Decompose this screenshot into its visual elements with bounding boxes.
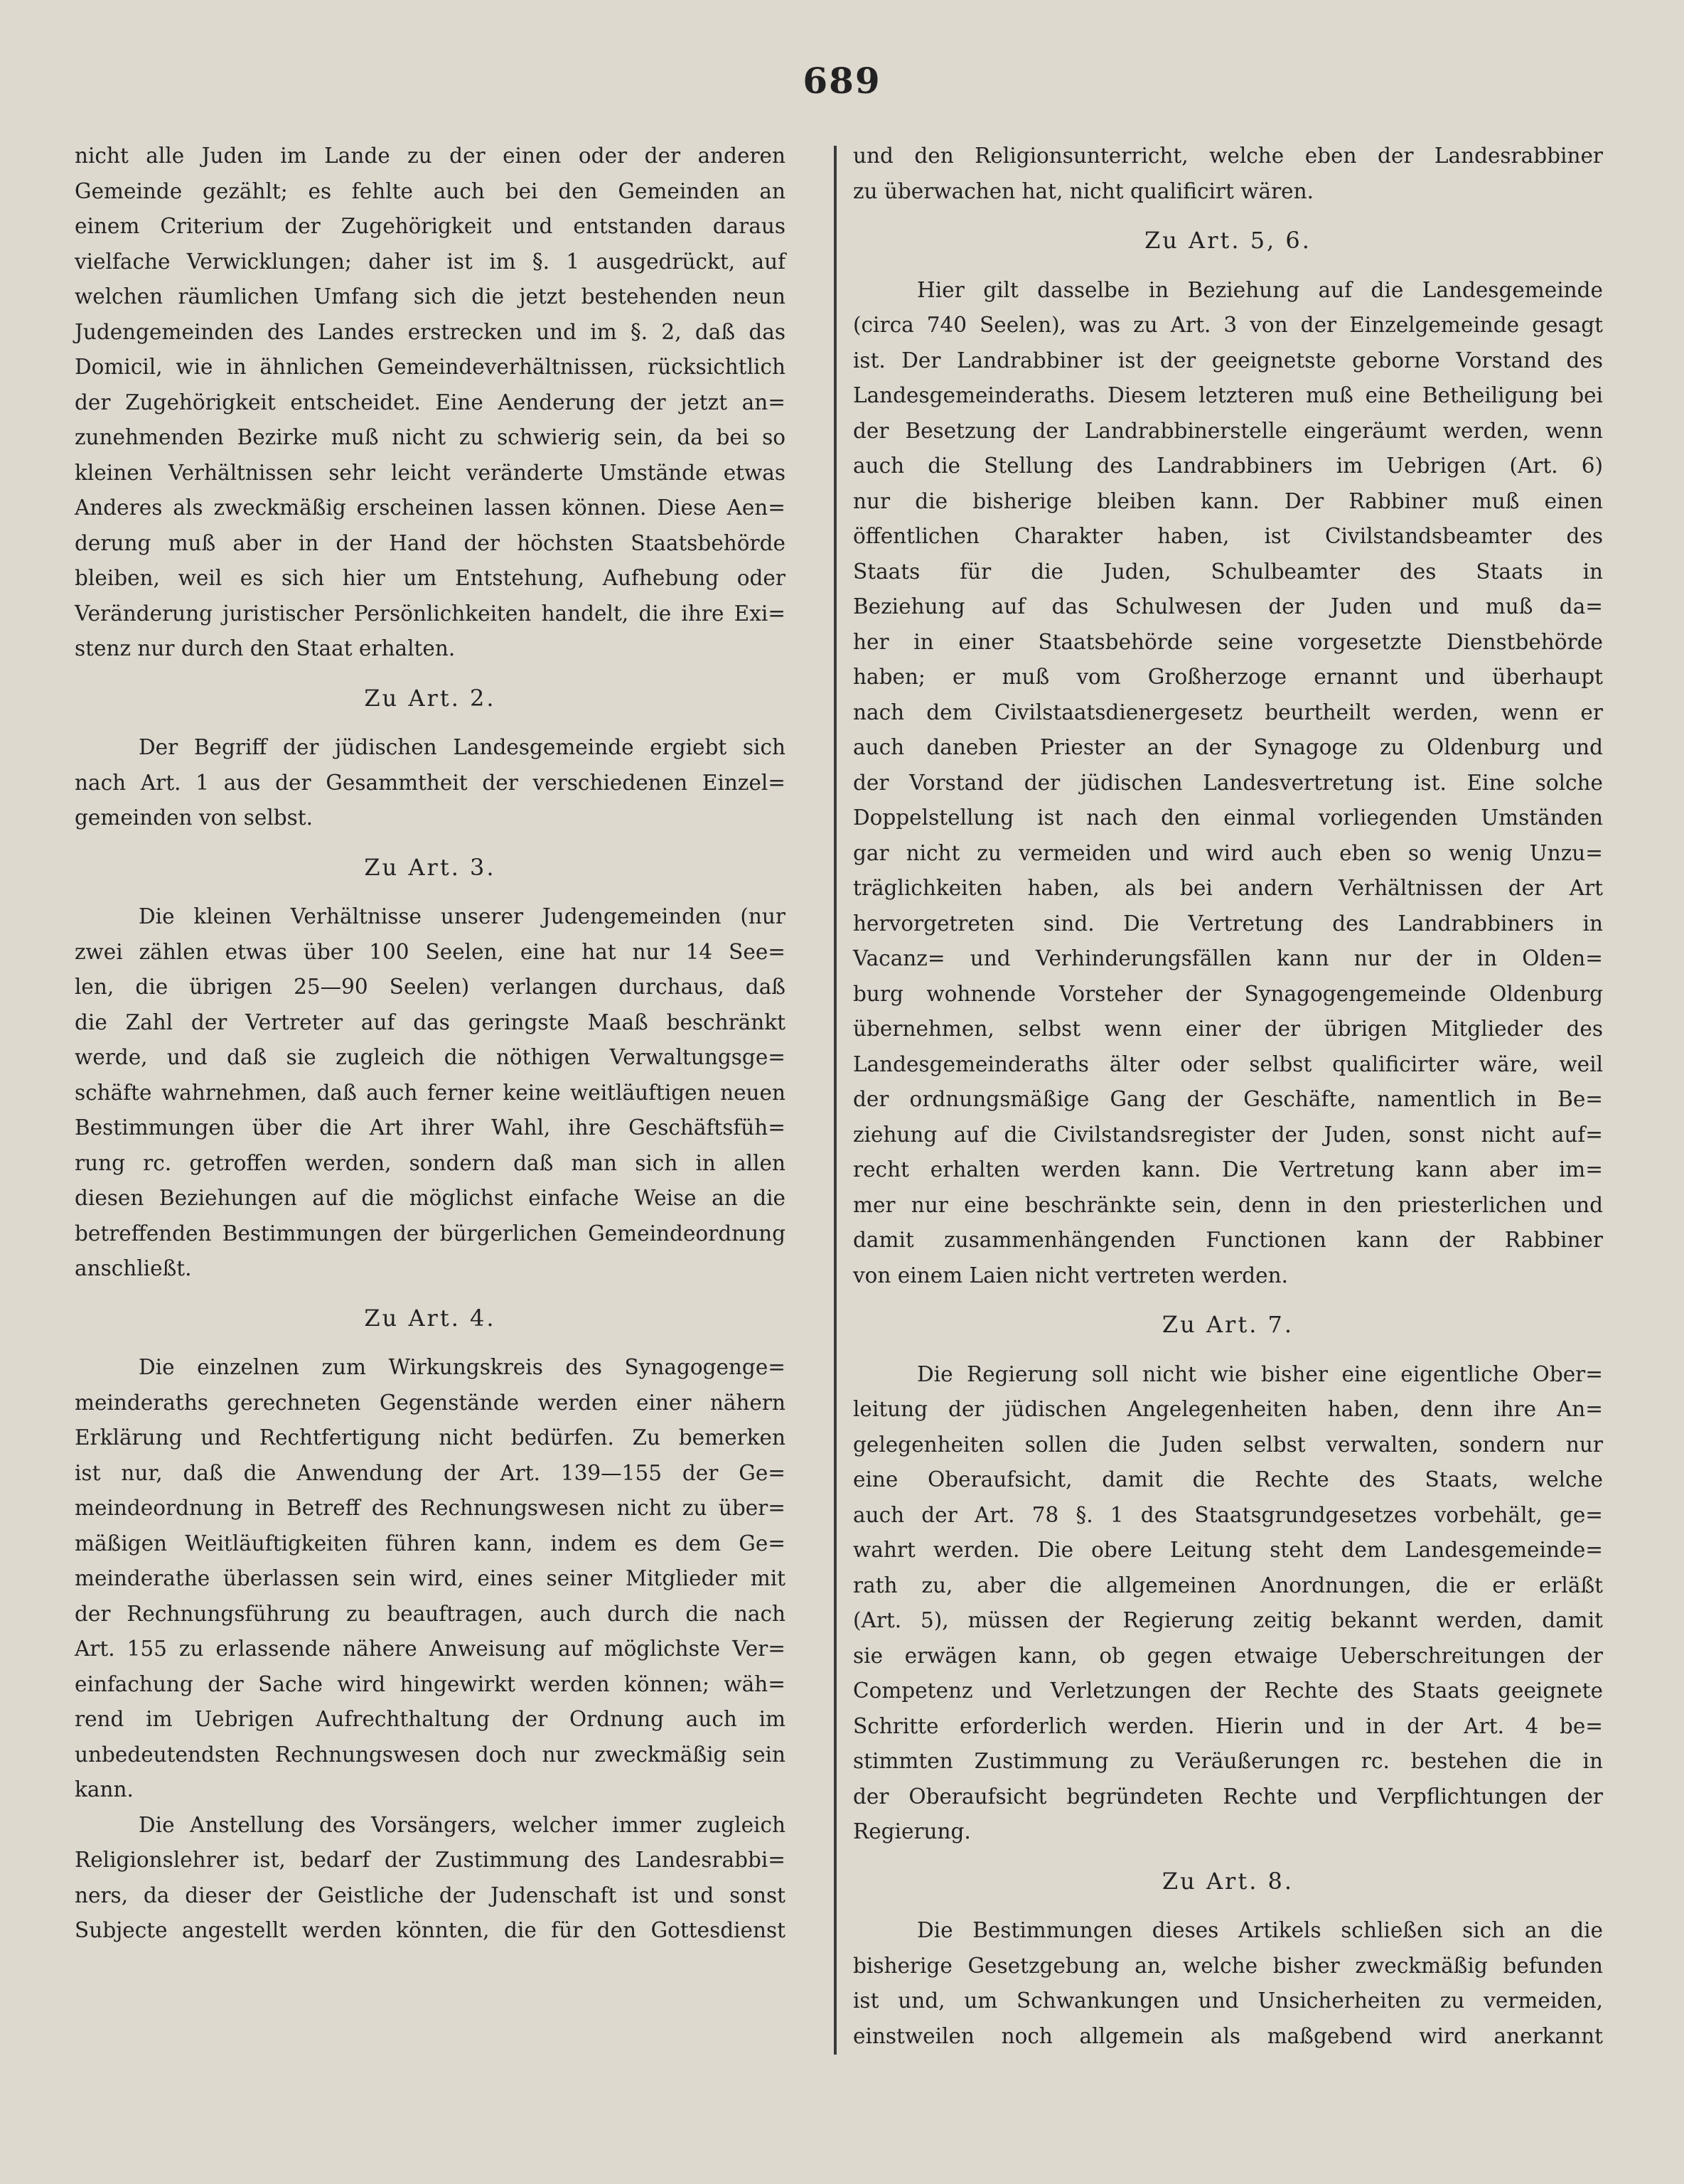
text-line: gemeinden von selbst. <box>75 805 313 830</box>
text-line: hervorgetreten sind. Die Vertretung des Landrabbiners in <box>853 911 1603 936</box>
text-line: der Zugehörigkeit entscheidet. Eine Aenderung der jetzt an= <box>75 390 785 414</box>
text-line: auch der Art. 78 §. 1 des Staatsgrundgesetzes vorbehält, ge= <box>853 1502 1603 1527</box>
text-line: Regierung. <box>853 1819 971 1843</box>
heading-art-7: Zu Art. 7. <box>1162 1311 1294 1338</box>
text-line: Beziehung auf das Schulwesen der Juden und muß da= <box>853 594 1603 619</box>
text-line: recht erhalten werden kann. Die Vertretung kann aber im= <box>853 1157 1603 1182</box>
text-line: Hier gilt dasselbe in Beziehung auf die Landesgemeinde <box>917 277 1603 302</box>
text-line: unbedeutendsten Rechnungswesen doch nur zweckmäßig sein <box>75 1742 785 1767</box>
text-line: nach dem Civilstaatsdienergesetz beurtheilt werden, wenn er <box>853 700 1603 724</box>
text-line: Anderes als zweckmäßig erscheinen lassen können. Diese Aen= <box>75 496 785 520</box>
right-paragraph-1 <box>853 139 1603 209</box>
text-line: schäfte wahrnehmen, daß auch ferner keine weitläuftigen neuen <box>75 1080 785 1105</box>
text-line: her in einer Staatsbehörde seine vorgesetzte Dienstbehörde <box>853 629 1603 654</box>
text-line: anschließt. <box>75 1256 192 1280</box>
text-line: rend im Uebrigen Aufrechthaltung der Ordnung auch im <box>75 1707 785 1731</box>
text-line: der Rechnungsführung zu beauftragen, auch durch die nach <box>75 1601 785 1626</box>
text-line: wahrt werden. Die obere Leitung steht dem Landesgemeinde= <box>853 1538 1603 1562</box>
text-line: Die Anstellung des Vorsängers, welcher immer zugleich <box>139 1812 785 1837</box>
text-line: len, die übrigen 25—90 Seelen) verlangen durchaus, daß <box>75 975 785 999</box>
text-line: einem Criterium der Zugehörigkeit und entstanden daraus <box>75 214 785 238</box>
left-paragraph-2 <box>75 730 785 836</box>
text-line: (Art. 5), müssen der Regierung zeitig bekannt werden, damit <box>853 1608 1603 1632</box>
text-line: einfachung der Sache wird hingewirkt werden können; wäh= <box>75 1671 785 1696</box>
text-line: bisherige Gesetzgebung an, welche bisher zweckmäßig befunden <box>853 1953 1603 1978</box>
text-line: gar nicht zu vermeiden und wird auch eben so wenig Unzu= <box>853 840 1603 865</box>
text-line: Veränderung juristischer Persönlichkeiten handelt, die ihre Exi= <box>75 601 785 626</box>
left-paragraph-3 <box>75 899 785 1287</box>
text-line: Art. 155 zu erlassende nähere Anweisung auf möglichste Ver= <box>75 1637 785 1661</box>
text-line: Erklärung und Rechtfertigung nicht bedürfen. Zu bemerken <box>75 1425 785 1450</box>
text-line: der Besetzung der Landrabbinerstelle eingeräumt werden, wenn <box>853 418 1603 443</box>
text-line: Domicil, wie in ähnlichen Gemeindeverhältnissen, rücksichtlich <box>75 355 785 379</box>
heading-art-4: Zu Art. 4. <box>364 1304 496 1332</box>
text-line: nicht alle Juden im Lande zu der einen oder der anderen <box>75 144 785 168</box>
heading-art-3: Zu Art. 3. <box>364 853 496 881</box>
text-line: kleinen Verhältnissen sehr leicht veränderte Umstände etwas <box>75 460 785 485</box>
heading-art-5-6: Zu Art. 5, 6. <box>1144 227 1312 254</box>
text-line: bleiben, weil es sich hier um Entstehung, Aufhebung oder <box>75 566 785 590</box>
text-line: ist. Der Landrabbiner ist der geeignetste geborne Vorstand des <box>853 348 1603 373</box>
text-line: vielfache Verwicklungen; daher ist im §. 1 ausgedrückt, auf <box>75 249 785 274</box>
text-line: nach Art. 1 aus der Gesammtheit der verschiedenen Einzel= <box>75 770 785 795</box>
text-line: rung rc. getroffen werden, sondern daß man sich in allen <box>75 1150 785 1175</box>
page-number: 689 <box>803 60 881 102</box>
text-line: welchen räumlichen Umfang sich die jetzt bestehenden neun <box>75 284 785 309</box>
text-line: Der Begriff der jüdischen Landesgemeinde ergiebt sich <box>139 735 785 759</box>
text-line: Schritte erforderlich werden. Hierin und in der Art. 4 be= <box>853 1713 1603 1738</box>
text-line: burg wohnende Vorsteher der Synagogengemeinde Oldenburg <box>853 981 1603 1006</box>
text-line: gelegenheiten sollen die Juden selbst verwalten, sondern nur <box>853 1432 1603 1457</box>
text-line: auch daneben Priester an der Synagoge zu Oldenburg und <box>853 735 1603 759</box>
text-line: nur die bisherige bleiben kann. Der Rabbiner muß einen <box>853 488 1603 513</box>
text-line: kann. <box>75 1777 134 1802</box>
text-line: der Oberaufsicht begründeten Rechte und Verpflichtungen der <box>853 1784 1603 1809</box>
right-paragraph-4 <box>853 1913 1603 2054</box>
text-line: sie erwägen kann, ob gegen etwaige Ueberschreitungen der <box>853 1643 1603 1668</box>
text-line: ist nur, daß die Anwendung der Art. 139—155 der Ge= <box>75 1460 785 1485</box>
heading-art-8: Zu Art. 8. <box>1162 1867 1294 1895</box>
text-line: Vacanz= und Verhinderungsfällen kann nur der in Olden= <box>853 946 1603 970</box>
text-line: stimmten Zustimmung zu Veräußerungen rc. bestehen die in <box>853 1749 1603 1773</box>
text-line: Bestimmungen über die Art ihrer Wahl, ihre Geschäftsfüh= <box>75 1115 785 1140</box>
text-line: übernehmen, selbst wenn einer der übrigen Mitglieder des <box>853 1017 1603 1041</box>
text-line: zu überwachen hat, nicht qualificirt wären. <box>853 178 1314 203</box>
text-line: Die kleinen Verhältnisse unserer Judengemeinden (nur <box>139 904 785 928</box>
text-line: diesen Beziehungen auf die möglichst einfache Weise an die <box>75 1186 785 1210</box>
text-line: leitung der jüdischen Angelegenheiten haben, denn ihre An= <box>853 1397 1603 1421</box>
text-line: ziehung auf die Civilstandsregister der Juden, sonst nicht auf= <box>853 1122 1603 1147</box>
heading-art-2: Zu Art. 2. <box>364 684 496 712</box>
text-line: betreffenden Bestimmungen der bürgerlichen Gemeindeordnung <box>75 1221 785 1246</box>
text-line: Landesgemeinderaths. Diesem letzteren muß eine Betheiligung bei <box>853 383 1603 407</box>
text-line: Subjecte angestellt werden könnten, die für den Gottesdienst <box>75 1918 785 1942</box>
text-line: ist und, um Schwankungen und Unsicherheiten zu vermeiden, <box>853 1988 1603 2013</box>
text-line: Die Regierung soll nicht wie bisher eine eigentliche Ober= <box>917 1361 1603 1386</box>
left-paragraph-4 <box>75 1350 785 1808</box>
text-line: zwei zählen etwas über 100 Seelen, eine hat nur 14 See= <box>75 939 785 964</box>
text-line: meinderaths gerechneten Gegenstände werden einer nähern <box>75 1390 785 1415</box>
text-line: mäßigen Weitläuftigkeiten führen kann, indem es dem Ge= <box>75 1531 785 1556</box>
text-line: stenz nur durch den Staat erhalten. <box>75 636 456 660</box>
text-line: die Zahl der Vertreter auf das geringste Maaß beschränkt <box>75 1010 785 1034</box>
text-line: meindeordnung in Betreff des Rechnungswesen nicht zu über= <box>75 1496 785 1520</box>
text-line: und den Religionsunterricht, welche eben der Landesrabbiner <box>853 144 1603 168</box>
text-line: mer nur eine beschränkte sein, denn in den priesterlichen und <box>853 1192 1603 1217</box>
text-line: haben; er muß vom Großherzoge ernannt und überhaupt <box>853 665 1603 689</box>
right-paragraph-2 <box>853 273 1603 1294</box>
text-line: Religionslehrer ist, bedarf der Zustimmung des Landesrabbi= <box>75 1848 785 1872</box>
text-line: öffentlichen Charakter haben, ist Civilstandsbeamter des <box>853 524 1603 548</box>
text-line: der ordnungsmäßige Gang der Geschäfte, namentlich in Be= <box>853 1087 1603 1111</box>
left-paragraph-5 <box>75 1808 785 1949</box>
text-line: Doppelstellung ist nach den einmal vorliegenden Umständen <box>853 805 1603 830</box>
text-line: zunehmenden Bezirke muß nicht zu schwierig sein, da bei so <box>75 425 785 449</box>
text-line: Staats für die Juden, Schulbeamter des Staats in <box>853 559 1603 584</box>
text-line: Competenz und Verletzungen der Rechte des Staats geeignete <box>853 1679 1603 1703</box>
column-divider <box>834 146 837 2055</box>
text-line: derung muß aber in der Hand der höchsten Staatsbehörde <box>75 530 785 555</box>
text-line: der Vorstand der jüdischen Landesvertretung ist. Eine solche <box>853 770 1603 795</box>
text-line: ners, da dieser der Geistliche der Judenschaft ist und sonst <box>75 1883 785 1907</box>
text-line: (circa 740 Seelen), was zu Art. 3 von der Einzelgemeinde gesagt <box>853 313 1603 337</box>
text-line: Die einzelnen zum Wirkungskreis des Synagogenge= <box>139 1355 785 1379</box>
text-line: Judengemeinden des Landes erstrecken und im §. 2, daß das <box>75 319 785 344</box>
text-line: Gemeinde gezählt; es fehlte auch bei den Gemeinden an <box>75 178 785 203</box>
left-column <box>75 139 785 1949</box>
text-line: träglichkeiten haben, als bei andern Verhältnissen der Art <box>853 876 1603 900</box>
text-line: meinderathe überlassen sein wird, eines seiner Mitglieder mit <box>75 1566 785 1590</box>
text-line: von einem Laien nicht vertreten werden. <box>853 1263 1288 1288</box>
text-line: einstweilen noch allgemein als maßgebend wird anerkannt <box>853 2023 1603 2048</box>
text-line: damit zusammenhängenden Functionen kann der Rabbiner <box>853 1228 1603 1252</box>
text-line: eine Oberaufsicht, damit die Rechte des Staats, welche <box>853 1467 1603 1492</box>
right-paragraph-3 <box>853 1357 1603 1850</box>
text-line: Die Bestimmungen dieses Artikels schließen sich an die <box>917 1918 1603 1942</box>
text-line: Landesgemeinderaths älter oder selbst qualificirter wäre, weil <box>853 1051 1603 1076</box>
right-column <box>853 139 1603 2054</box>
text-line: rath zu, aber die allgemeinen Anordnungen, die er erläßt <box>853 1573 1603 1597</box>
left-paragraph-1 <box>75 139 785 667</box>
text-line: werde, und daß sie zugleich die nöthigen Verwaltungsge= <box>75 1045 785 1069</box>
text-line: auch die Stellung des Landrabbiners im Uebrigen (Art. 6) <box>853 454 1603 478</box>
